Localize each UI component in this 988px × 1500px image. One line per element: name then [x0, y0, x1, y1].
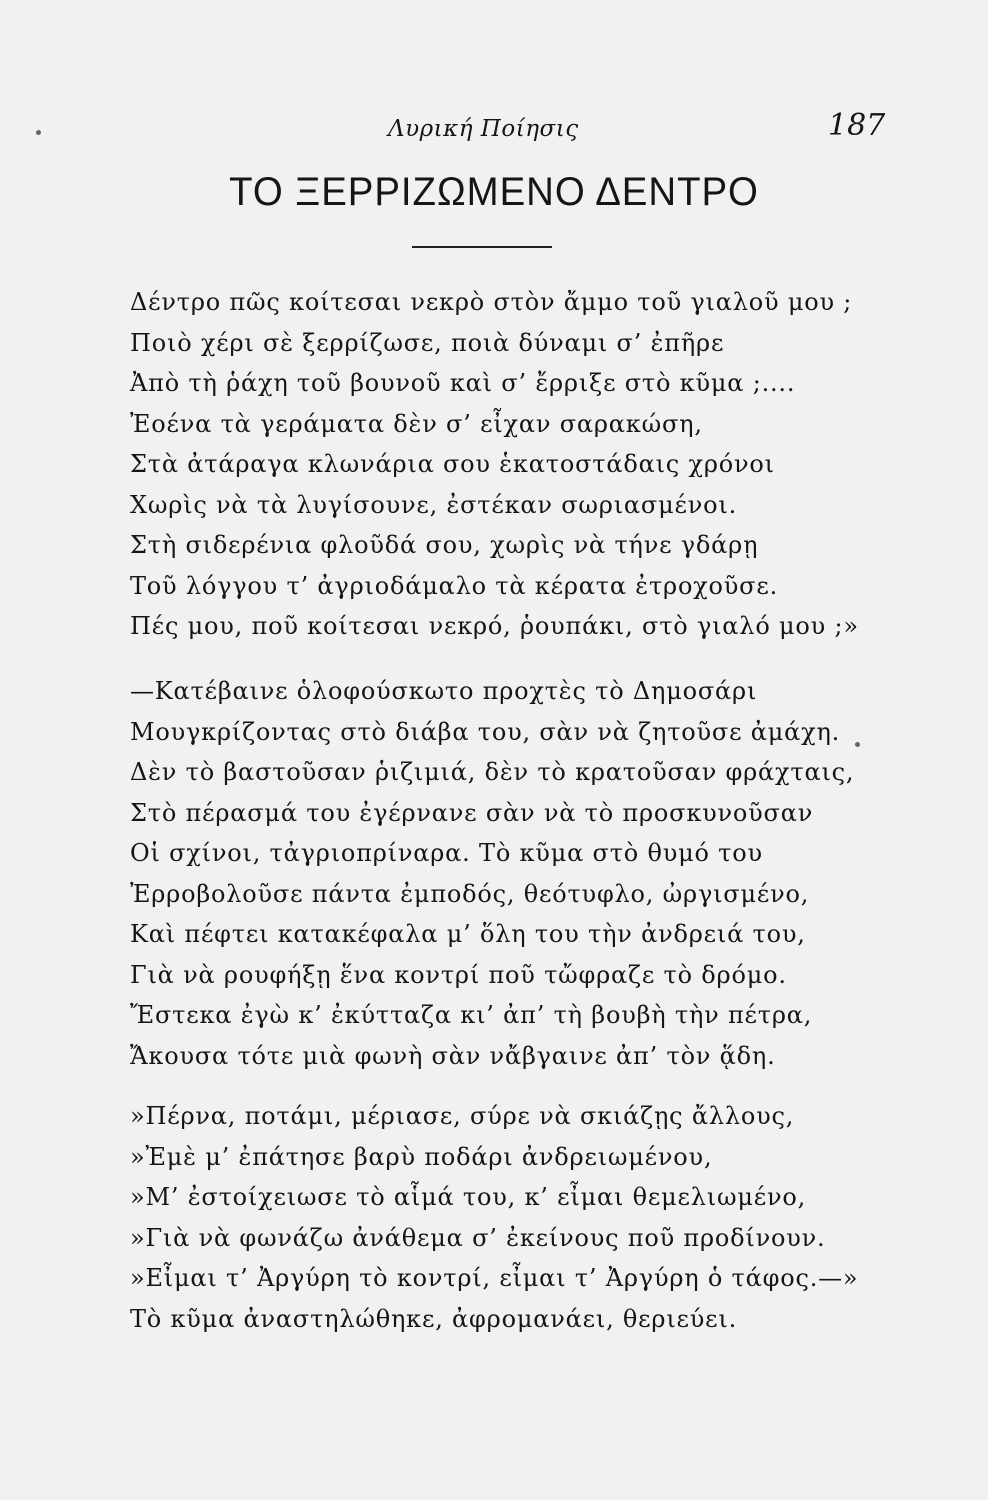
running-head: Λυρική Ποίησις	[388, 116, 579, 142]
stanza-3	[130, 1096, 858, 1339]
ink-speck	[36, 130, 41, 135]
verse-line: Οἱ σχίνοι, τἀγριοπρίναρα. Τὸ κῦμα στὸ θυμό του	[130, 839, 763, 867]
verse-line: Δέντρο πῶς κοίτεσαι νεκρὸ στὸν ἄμμο τοῦ γιαλοῦ μου ;	[130, 288, 853, 316]
title-rule	[412, 246, 552, 248]
verse-line: »Ἐμὲ μ’ ἐπάτησε βαρὺ ποδάρι ἀνδρειωμένου,	[130, 1142, 713, 1171]
verse-line: Στὰ ἀτάραγα κλωνάρια σου ἑκατοστάδαις χρόνοι	[130, 450, 775, 478]
verse-line: Ἀπὸ τὴ ῥάχη τοῦ βουνοῦ καὶ σ’ ἔρριξε στὸ κῦμα ;....	[130, 369, 796, 397]
verse-line: »Γιὰ νὰ φωνάζω ἀνάθεμα σ’ ἐκείνους ποῦ προδίνουν.	[130, 1223, 826, 1252]
verse-line: Χωρὶς νὰ τὰ λυγίσουνε, ἐστέκαν σωριασμένοι.	[130, 490, 738, 519]
verse-line: »Πέρνα, ποτάμι, μέριασε, σύρε νὰ σκιάζῃς ἄλλους,	[130, 1102, 795, 1130]
verse-line: Ἐρροβολοῦσε πάντα ἐμποδός, θεότυφλο, ὠργισμένο,	[130, 879, 810, 908]
verse-line: »Εἶμαι τ’ Ἀργύρη τὸ κοντρί, εἶμαι τ’ Ἀργύρη ὁ τάφος.—»	[130, 1264, 859, 1292]
verse-line: Τὸ κῦμα ἀναστηλώθηκε, ἀφρομανάει, θεριεύει.	[130, 1304, 738, 1333]
verse-line: Γιὰ νὰ ρουφήξῃ ἕνα κοντρί ποῦ τὤφραζε τὸ δρόμο.	[130, 960, 787, 989]
verse-line: Μουγκρίζοντας στὸ διάβα του, σὰν νὰ ζητοῦσε ἀμάχη.	[130, 717, 841, 746]
stanza-1	[130, 282, 859, 647]
verse-line: Τοῦ λόγγου τ’ ἀγριοδάμαλο τὰ κέρατα ἐτροχοῦσε.	[130, 571, 779, 600]
verse-line: Δὲν τὸ βαστοῦσαν ῥιζιμιά, δὲν τὸ κρατοῦσαν φράχταις,	[130, 758, 855, 786]
verse-line: »Μ’ ἐστοίχειωσε τὸ αἷμά του, κ’ εἶμαι θεμελιωμένο,	[130, 1183, 807, 1211]
verse-line: —Κατέβαινε ὁλοφούσκωτο προχτὲς τὸ Δημοσάρι	[130, 677, 758, 705]
verse-line: Καὶ πέφτει κατακέφαλα μ’ ὅλη του τὴν ἀνδρειά του,	[130, 920, 806, 948]
verse-line: Πές μου, ποῦ κοίτεσαι νεκρό, ῥουπάκι, στὸ γιαλό μου ;»	[130, 612, 859, 640]
verse-line: Στὴ σιδερένια φλοῦδά σου, χωρὶς νὰ τήνε γδάρῃ	[130, 531, 759, 559]
page-number: 187	[828, 108, 886, 143]
poem-title: ΤΟ ΞΕΡΡΙΖΩΜΕΝΟ ΔΕΝΤΡΟ	[229, 170, 759, 214]
ink-speck	[855, 742, 860, 747]
verse-line: Ποιὸ χέρι σὲ ξερρίζωσε, ποιὰ δύναμι σ’ ἐπῆρε	[130, 328, 725, 357]
verse-line: Ἄκουσα τότε μιὰ φωνὴ σὰν νἄβγαινε ἀπ’ τὸν ᾅδη.	[130, 1041, 776, 1070]
verse-line: Ἐοένα τὰ γεράματα δὲν σ’ εἶχαν σαρακώση,	[130, 409, 703, 438]
verse-line: Στὸ πέρασμά του ἐγέρνανε σὰν νὰ τὸ προσκυνοῦσαν	[130, 798, 814, 827]
verse-line: Ἔστεκα ἐγὼ κ’ ἐκύτταζα κι’ ἀπ’ τὴ βουβὴ τὴν πέτρα,	[130, 1001, 813, 1029]
stanza-2	[130, 671, 854, 1076]
